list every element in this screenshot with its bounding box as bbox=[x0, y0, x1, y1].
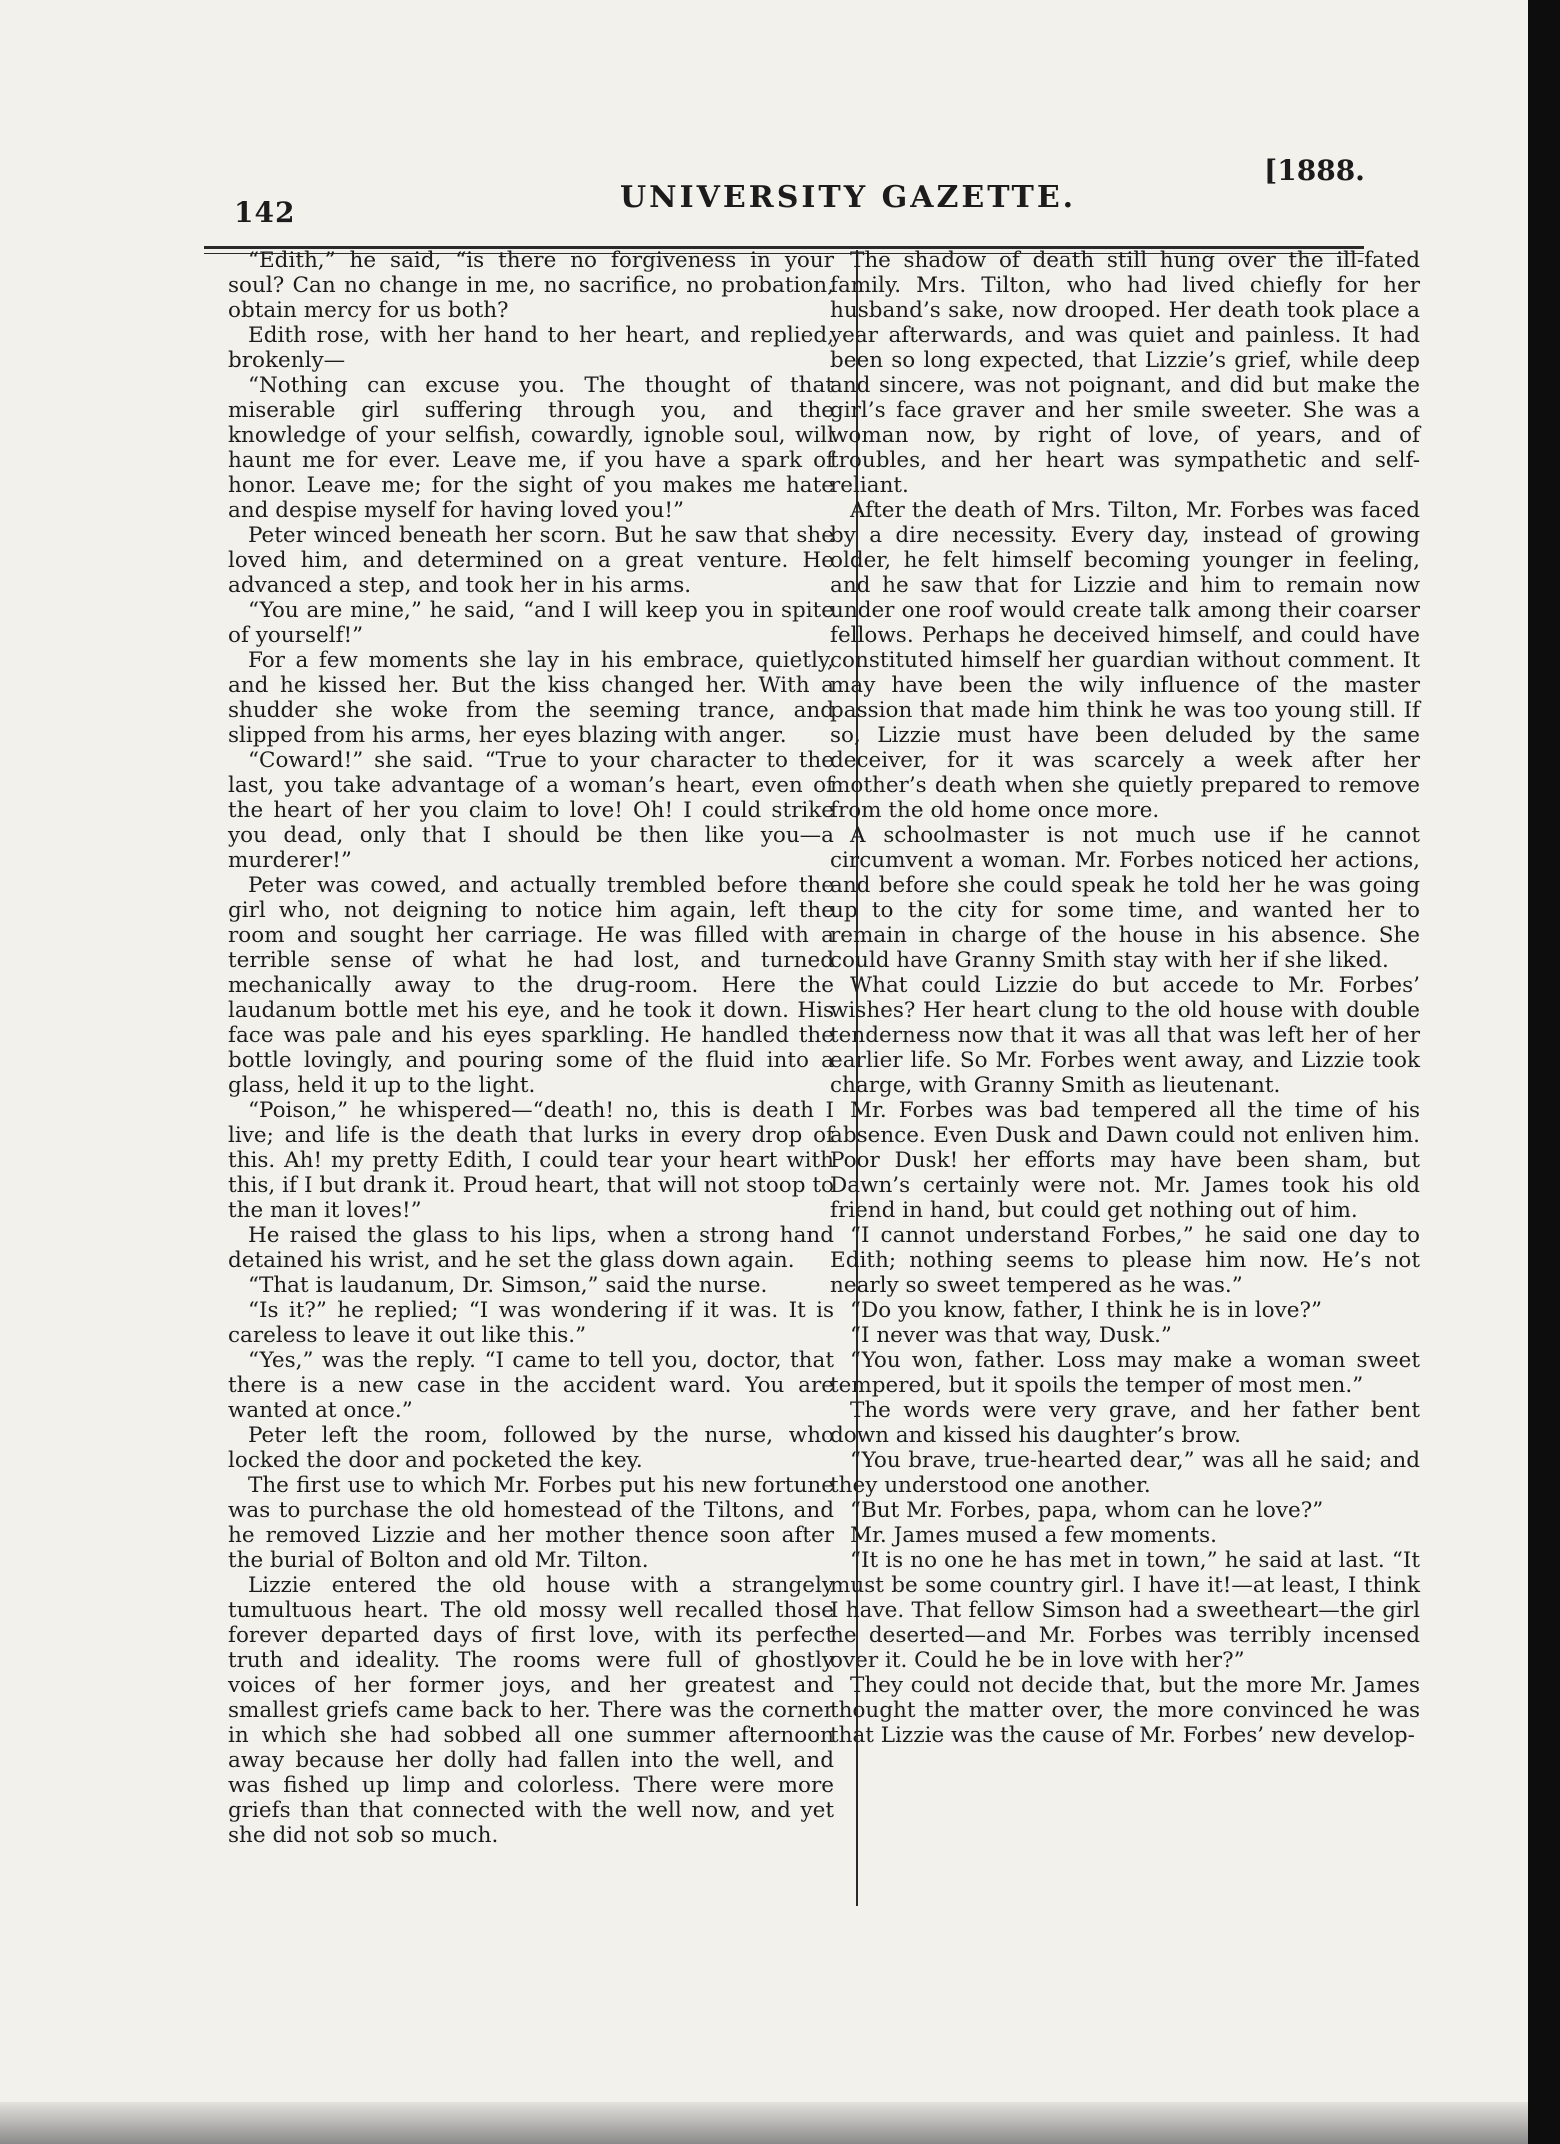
paragraph: Peter winced beneath her scorn. But he saw that she loved him, and determined on a great venture. He advanced a step, and took her in his arms. bbox=[228, 523, 834, 598]
scan-shadow bbox=[0, 2102, 1528, 2144]
paragraph: “That is laudanum, Dr. Simson,” said the nurse. bbox=[248, 1273, 768, 1298]
paragraph: “You are mine,” he said, “and I will keep you in spite of yourself!” bbox=[228, 598, 834, 648]
page-number: 142 bbox=[234, 196, 296, 229]
scan-border bbox=[1528, 0, 1560, 2144]
paragraph: Peter left the room, followed by the nurse, who locked the door and pocketed the key. bbox=[228, 1423, 834, 1473]
paragraph: Mr. James mused a few moments. bbox=[850, 1523, 1217, 1548]
paragraph: “Yes,” was the reply. “I came to tell you, doctor, that there is a new case in the accident ward. You are wanted at once.” bbox=[228, 1348, 834, 1423]
paragraph: “Coward!” she said. “True to your character to the last, you take advantage of a woman’s heart, even of the heart of her you claim to love! Oh! I could strike you dead, only that I should be then like you—a murderer!” bbox=[228, 748, 834, 873]
paragraph: What could Lizzie do but accede to Mr. Forbes’ wishes? Her heart clung to the old house with double tenderness now that it was all that was left her of her earlier life. So Mr. Forbes went away, and Lizzie took charge, with Granny Smith as lieutenant. bbox=[830, 973, 1420, 1098]
paragraph: The words were very grave, and her father bent down and kissed his daughter’s brow. bbox=[830, 1398, 1420, 1448]
paragraph: For a few moments she lay in his embrace, quietly, and he kissed her. But the kiss changed her. With a shudder she woke from the seeming trance, and slipped from his arms, her eyes blazing with anger. bbox=[228, 648, 834, 748]
paragraph: The first use to which Mr. Forbes put his new fortune was to purchase the old homestead of the Tiltons, and he removed Lizzie and her mother thence soon after the burial of Bolton and old Mr. Tilton. bbox=[228, 1473, 834, 1573]
year-label: [1888. bbox=[1264, 154, 1365, 187]
paragraph: “Do you know, father, I think he is in love?” bbox=[850, 1298, 1323, 1323]
paragraph: Mr. Forbes was bad tempered all the time of his absence. Even Dusk and Dawn could not enliven him. Poor Dusk! her efforts may have been sham, but Dawn’s certainly were not. Mr. James took his old friend in hand, but could get nothing out of him. bbox=[830, 1098, 1420, 1223]
paragraph: After the death of Mrs. Tilton, Mr. Forbes was faced by a dire necessity. Every day, instead of growing older, he felt himself becoming younger in feeling, and he saw that for Lizzie and him to remain now under one roof would create talk among their coarser fellows. Perhaps he deceived himself, and could have constituted himself her guardian without comment. It may have been the wily influence of the master passion that made him think he was too young still. If so, Lizzie must have been deluded by the same deceiver, for it was scarcely a week after her mother’s death when she quietly prepared to remove from the old home once more. bbox=[830, 498, 1420, 823]
paragraph: “I cannot understand Forbes,” he said one day to Edith; nothing seems to please him now. He’s not nearly so sweet tempered as he was.” bbox=[830, 1223, 1420, 1298]
paragraph: “Nothing can excuse you. The thought of that miserable girl suffering through you, and the knowledge of your selfish, cowardly, ignoble soul, will haunt me for ever. Leave me, if you have a spark of honor. Leave me; for the sight of you makes me hate and despise myself for having loved you!” bbox=[228, 373, 834, 523]
paragraph: Peter was cowed, and actually trembled before the girl who, not deigning to notice him again, left the room and sought her carriage. He was filled with a terrible sense of what he had lost, and turned mechanically away to the drug-room. Here the laudanum bottle met his eye, and he took it down. His face was pale and his eyes sparkling. He handled the bottle lovingly, and pouring some of the fluid into a glass, held it up to the light. bbox=[228, 873, 834, 1098]
paragraph: “But Mr. Forbes, papa, whom can he love?” bbox=[850, 1498, 1324, 1523]
paragraph: “Poison,” he whispered—“death! no, this is death I live; and life is the death that lurks in every drop of this. Ah! my pretty Edith, I could tear your heart with this, if I but drank it. Proud heart, that will not stoop to the man it loves!” bbox=[228, 1098, 834, 1223]
paragraph: Edith rose, with her hand to her heart, and replied, brokenly— bbox=[228, 323, 834, 373]
left-column bbox=[228, 248, 834, 1848]
paragraph: “Edith,” he said, “is there no forgiveness in your soul? Can no change in me, no sacrifice, no probation, obtain mercy for us both? bbox=[228, 248, 834, 323]
paragraph: “It is no one he has met in town,” he said at last. “It must be some country girl. I have it!—at least, I think I have. That fellow Simson had a sweetheart—the girl he deserted—and Mr. Forbes was terribly incensed over it. Could he be in love with her?” bbox=[830, 1548, 1420, 1673]
paragraph: “I never was that way, Dusk.” bbox=[850, 1323, 1172, 1348]
paragraph: He raised the glass to his lips, when a strong hand detained his wrist, and he set the glass down again. bbox=[228, 1223, 834, 1273]
paragraph: “Is it?” he replied; “I was wondering if it was. It is careless to leave it out like this.” bbox=[228, 1298, 834, 1348]
paragraph: “You brave, true-hearted dear,” was all he said; and they understood one another. bbox=[830, 1448, 1420, 1498]
paragraph: “You won, father. Loss may make a woman sweet tempered, but it spoils the temper of most men.” bbox=[830, 1348, 1420, 1398]
paragraph: They could not decide that, but the more Mr. James thought the matter over, the more convinced he was that Lizzie was the cause of Mr. Forbes’ new develop- bbox=[830, 1673, 1420, 1748]
running-title: UNIVERSITY GAZETTE. bbox=[620, 180, 1077, 215]
paragraph: The shadow of death still hung over the ill-fated family. Mrs. Tilton, who had lived chiefly for her husband’s sake, now drooped. Her death took place a year afterwards, and was quiet and painless. It had been so long expected, that Lizzie’s grief, while deep and sincere, was not poignant, and did but make the girl’s face graver and her smile sweeter. She was a woman now, by right of love, of years, and of troubles, and her heart was sympathetic and self-reliant. bbox=[830, 248, 1420, 498]
paragraph: A schoolmaster is not much use if he cannot circumvent a woman. Mr. Forbes noticed her actions, and before she could speak he told her he was going up to the city for some time, and wanted her to remain in charge of the house in his absence. She could have Granny Smith stay with her if she liked. bbox=[830, 823, 1420, 973]
right-column bbox=[830, 248, 1420, 1748]
paragraph: Lizzie entered the old house with a strangely tumultuous heart. The old mossy well recalled those forever departed days of first love, with its perfect truth and ideality. The rooms were full of ghostly voices of her former joys, and her greatest and smallest griefs came back to her. There was the corner in which she had sobbed all one summer afternoon away because her dolly had fallen into the well, and was fished up limp and colorless. There were more griefs than that connected with the well now, and yet she did not sob so much. bbox=[228, 1573, 834, 1848]
